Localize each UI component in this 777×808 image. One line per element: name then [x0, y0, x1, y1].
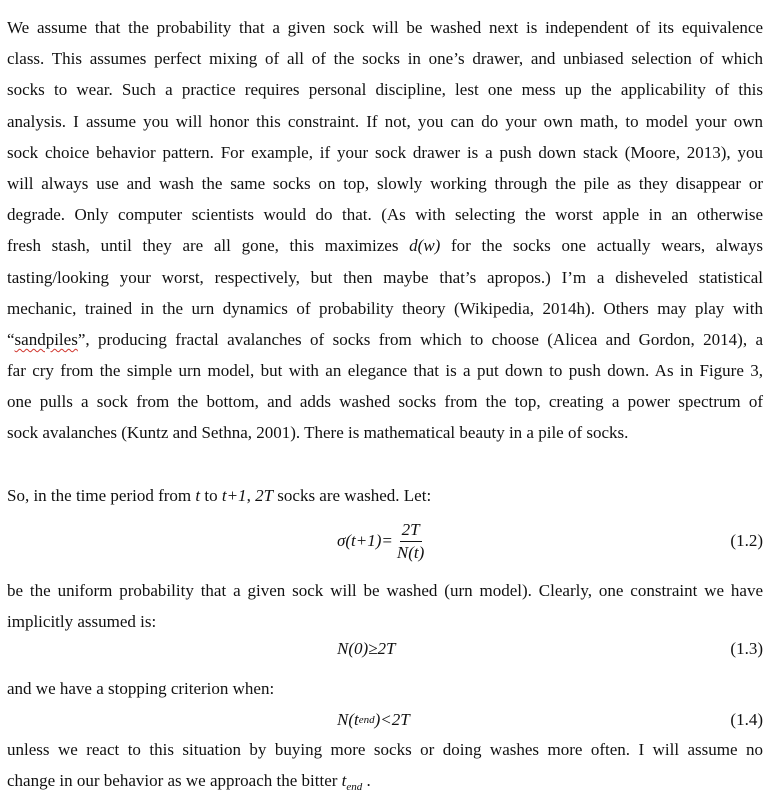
equation-expression — [337, 636, 395, 662]
text-line — [7, 324, 763, 355]
text-line: tasting/looking your worst, respectively, but then maybe that’s apropos.) I’m a disheveled statistical — [7, 267, 763, 287]
equation-1-2 — [7, 516, 763, 566]
inline-math-t: t — [195, 486, 201, 505]
fraction — [397, 520, 424, 563]
text-line: one pulls a sock from the bottom, and adds washed socks from the top, creating a power spectrum of — [7, 392, 763, 412]
equation-expression — [337, 516, 424, 566]
text-line: sock choice behavior pattern. For example, if your sock drawer is a push down stack (Moore, 2013), you — [7, 142, 763, 162]
fraction-numerator: 2T — [400, 520, 422, 542]
text-run: socks are washed. Let: — [273, 486, 432, 505]
text-run: . — [362, 771, 371, 791]
text-line: mechanic, trained in the urn dynamics of probability theory (Wikipedia, 2014h). Others may play with — [7, 298, 763, 318]
text-line: will always use and wash the same socks on top, slowly working through the pile as they disappear or — [7, 173, 763, 193]
inline-math-t-end — [341, 771, 363, 794]
math-subscript: end — [346, 781, 363, 794]
paragraph-behavior-assumption — [7, 734, 763, 796]
paragraph-sock-washing-assumptions — [7, 12, 763, 449]
equation-lhs: σ(t+1)= — [337, 531, 393, 550]
text-line: unless we react to this situation by buying more socks or doing washes more often. I will assume no — [7, 740, 763, 759]
text-line: analysis. I assume you will honor this constraint. If not, you can do your own math, to model your own — [7, 111, 763, 131]
inline-math-d-of-w: d(w) — [409, 236, 441, 256]
text-line — [7, 765, 763, 796]
text-line: implicitly assumed is: — [7, 612, 157, 632]
equation-subscript: end — [358, 714, 375, 726]
equation-number: (1.2) — [730, 531, 763, 550]
text-line — [7, 230, 763, 261]
text-line: socks to wear. Such a practice requires personal discipline, lest one mess up the applicability of this — [7, 80, 763, 100]
equation-number: (1.4) — [730, 710, 763, 729]
inline-math-2T: 2T — [255, 486, 274, 505]
paragraph-time-period — [7, 480, 763, 511]
text-run: to — [200, 486, 222, 505]
text-line: degrade. Only computer scientists would do that. (As with selecting the worst apple in an otherwise — [7, 205, 763, 225]
text-run: , — [246, 486, 256, 505]
text-run: So, in the time period from — [7, 486, 196, 505]
equation-1-3 — [7, 636, 763, 662]
text-line: We assume that the probability that a given sock will be washed next is independent of its equivalence — [7, 18, 763, 37]
text-run: “ — [7, 329, 15, 349]
text-line: be the uniform probability that a given sock will be washed (urn model). Clearly, one constraint we have — [7, 581, 763, 600]
text-run: for the socks one actually wears, always — [440, 236, 763, 256]
paragraph-uniform-probability — [7, 575, 763, 637]
equation-body: N(0)≥2T — [337, 639, 396, 658]
text-run: fresh stash, until they are all gone, this maximizes — [7, 236, 410, 256]
fraction-denominator: N(t) — [396, 542, 425, 562]
text-line — [7, 480, 763, 511]
spellcheck-flagged-word[interactable]: sandpiles — [14, 329, 78, 349]
math-variable: t — [341, 771, 347, 791]
text-line: class. This assumes perfect mixing of all of the socks in one’s drawer, and unbiased selection of which — [7, 49, 763, 69]
equation-body-start: N(t — [337, 710, 359, 729]
text-run: ”, producing fractal avalanches of socks from which to choose (Alicea and Gordon, 2014), a — [77, 329, 763, 349]
text-line: sock avalanches (Kuntz and Sethna, 2001). There is mathematical beauty in a pile of socks. — [7, 423, 629, 443]
equation-body-end: )<2T — [374, 710, 410, 729]
equation-1-4 — [7, 707, 763, 733]
inline-math-t-plus-1: t+1 — [221, 486, 247, 505]
text-line: and we have a stopping criterion when: — [7, 679, 275, 698]
paragraph-stopping-criterion — [7, 673, 763, 704]
equation-expression — [337, 707, 410, 733]
text-line: far cry from the simple urn model, but with an elegance that is a put down to push down. As in Figure 3, — [7, 361, 763, 381]
text-run: change in our behavior as we approach the bitter — [7, 771, 342, 791]
equation-number: (1.3) — [730, 639, 763, 658]
